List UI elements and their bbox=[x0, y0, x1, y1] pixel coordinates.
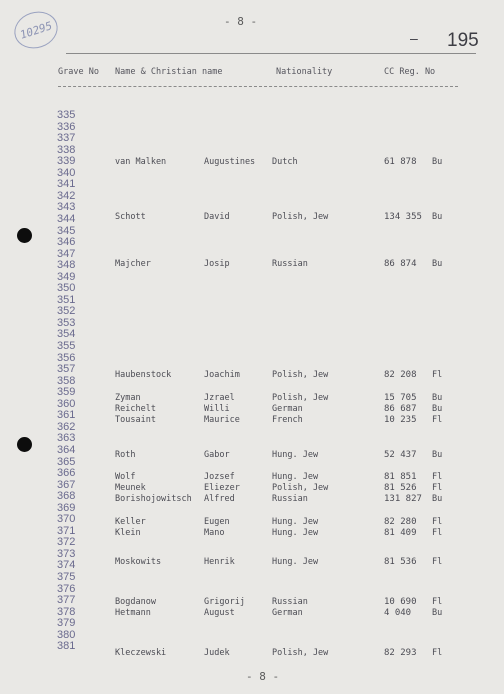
page-number: 195 bbox=[447, 30, 479, 51]
cell-name: Zyman bbox=[115, 393, 141, 403]
grave-number: 350 bbox=[57, 282, 76, 295]
cell-camp: Bu bbox=[432, 393, 443, 403]
punch-hole bbox=[17, 437, 32, 452]
grave-number: 367 bbox=[57, 478, 76, 491]
cell-christian: Judek bbox=[204, 648, 230, 658]
cell-camp: Fl bbox=[432, 597, 443, 607]
header-rule bbox=[58, 86, 458, 87]
cell-christian: Augustines bbox=[204, 157, 256, 167]
cell-christian: Maurice bbox=[204, 415, 240, 425]
cell-christian: Eugen bbox=[204, 517, 230, 527]
cell-christian: Henrik bbox=[204, 557, 235, 567]
grave-number: 337 bbox=[57, 132, 76, 145]
cell-reg: 61 878 bbox=[384, 157, 417, 167]
grave-number: 366 bbox=[57, 467, 76, 480]
cell-name: Reichelt bbox=[115, 404, 156, 414]
grave-number: 362 bbox=[57, 420, 76, 433]
cell-christian: Josip bbox=[204, 259, 230, 269]
grave-number: 336 bbox=[57, 120, 76, 133]
grave-number: 376 bbox=[57, 582, 76, 595]
cell-name: Klein bbox=[115, 528, 141, 538]
cell-christian: Mano bbox=[204, 528, 225, 538]
cell-name: Roth bbox=[115, 450, 136, 460]
grave-number: 359 bbox=[57, 386, 76, 399]
cell-name: Majcher bbox=[115, 259, 151, 269]
grave-number: 341 bbox=[57, 178, 76, 191]
cell-camp: Bu bbox=[432, 404, 443, 414]
grave-number: 356 bbox=[57, 351, 76, 364]
header-nationality: Nationality bbox=[276, 67, 333, 77]
grave-number: 365 bbox=[57, 455, 76, 468]
cell-reg: 86 687 bbox=[384, 404, 417, 414]
cell-name: Tousaint bbox=[115, 415, 156, 425]
grave-number: 353 bbox=[57, 316, 76, 329]
cell-name: van Malken bbox=[115, 157, 167, 167]
grave-number: 345 bbox=[57, 224, 76, 237]
cell-reg: 86 874 bbox=[384, 259, 417, 269]
cell-name: Schott bbox=[115, 212, 146, 222]
grave-number: 355 bbox=[57, 340, 76, 352]
cell-nationality: German bbox=[272, 404, 303, 414]
cell-reg: 81 851 bbox=[384, 472, 417, 482]
cell-camp: Bu bbox=[432, 450, 443, 460]
grave-number: 343 bbox=[57, 201, 76, 214]
cell-camp: Bu bbox=[432, 608, 443, 618]
cell-nationality: Polish, Jew bbox=[272, 212, 329, 222]
cell-reg: 10 690 bbox=[384, 597, 417, 607]
cell-nationality: Polish, Jew bbox=[272, 370, 329, 380]
cell-nationality: Russian bbox=[272, 259, 308, 269]
archive-stamp: 10295 bbox=[10, 6, 63, 54]
cell-camp: Bu bbox=[432, 212, 443, 222]
cell-christian: Joachim bbox=[204, 370, 240, 380]
top-rule bbox=[66, 53, 476, 54]
cell-christian: David bbox=[204, 212, 230, 222]
header-grave-no: Grave No bbox=[58, 67, 99, 77]
grave-number: 358 bbox=[57, 374, 76, 387]
cell-camp: Bu bbox=[432, 157, 443, 167]
grave-number: 372 bbox=[57, 536, 76, 549]
cell-christian: August bbox=[204, 608, 235, 618]
cell-nationality: Russian bbox=[272, 494, 308, 504]
cell-name: Bogdanow bbox=[115, 597, 156, 607]
cell-camp: Fl bbox=[432, 483, 443, 493]
grave-number: 354 bbox=[57, 328, 76, 341]
cell-reg: 10 235 bbox=[384, 415, 417, 425]
cell-nationality: German bbox=[272, 608, 303, 618]
grave-number: 378 bbox=[57, 605, 76, 618]
grave-number: 373 bbox=[57, 547, 76, 560]
grave-number: 342 bbox=[57, 189, 76, 202]
cell-reg: 15 705 bbox=[384, 393, 417, 403]
cell-nationality: Polish, Jew bbox=[272, 648, 329, 658]
grave-number: 361 bbox=[57, 409, 76, 422]
grave-number: 351 bbox=[57, 293, 76, 306]
cell-nationality: Polish, Jew bbox=[272, 483, 329, 493]
grave-number: 371 bbox=[57, 524, 76, 537]
cell-camp: Bu bbox=[432, 259, 443, 269]
cell-camp: Fl bbox=[432, 528, 443, 538]
grave-number: 375 bbox=[57, 571, 76, 583]
cell-christian: Alfred bbox=[204, 494, 235, 504]
grave-number: 347 bbox=[57, 247, 76, 260]
header-name: Name & Christian name bbox=[115, 67, 223, 77]
page-marker-bottom: - 8 - bbox=[246, 670, 280, 683]
grave-number: 368 bbox=[57, 490, 76, 503]
cell-camp: Fl bbox=[432, 472, 443, 482]
cell-camp: Fl bbox=[432, 415, 443, 425]
cell-camp: Fl bbox=[432, 370, 443, 380]
grave-number: 346 bbox=[57, 236, 76, 249]
cell-name: Meunek bbox=[115, 483, 146, 493]
cell-reg: 52 437 bbox=[384, 450, 417, 460]
cell-nationality: Dutch bbox=[272, 157, 298, 167]
cell-christian: Gabor bbox=[204, 450, 230, 460]
cell-nationality: Hung. Jew bbox=[272, 557, 319, 567]
cell-name: Kleczewski bbox=[115, 648, 167, 658]
grave-number: 379 bbox=[57, 617, 76, 630]
cell-name: Haubenstock bbox=[115, 370, 172, 380]
grave-number: 335 bbox=[57, 109, 76, 121]
cell-nationality: French bbox=[272, 415, 303, 425]
grave-number: 349 bbox=[57, 270, 76, 283]
grave-number: 357 bbox=[57, 363, 76, 376]
cell-name: Hetmann bbox=[115, 608, 151, 618]
cell-reg: 82 280 bbox=[384, 517, 417, 527]
grave-number: 348 bbox=[57, 259, 76, 272]
grave-number: 377 bbox=[57, 594, 76, 607]
grave-number: 339 bbox=[57, 155, 76, 168]
cell-nationality: Hung. Jew bbox=[272, 528, 319, 538]
cell-reg: 4 040 bbox=[384, 608, 412, 618]
grave-number: 380 bbox=[57, 628, 76, 641]
cell-camp: Bu bbox=[432, 494, 443, 504]
grave-number: 340 bbox=[57, 166, 76, 179]
cell-christian: Willi bbox=[204, 404, 230, 414]
grave-number: 344 bbox=[57, 212, 76, 225]
cell-camp: Fl bbox=[432, 648, 443, 658]
cell-nationality: Russian bbox=[272, 597, 308, 607]
cell-reg: 81 536 bbox=[384, 557, 417, 567]
grave-number: 352 bbox=[57, 305, 76, 318]
cell-reg: 134 355 bbox=[384, 212, 422, 222]
grave-number: 369 bbox=[57, 501, 76, 514]
cell-camp: Fl bbox=[432, 517, 443, 527]
cell-reg: 81 409 bbox=[384, 528, 417, 538]
page-marker-top: - 8 - bbox=[224, 15, 258, 28]
grave-number: 370 bbox=[57, 513, 76, 526]
cell-reg: 81 526 bbox=[384, 483, 417, 493]
grave-number: 364 bbox=[57, 443, 76, 456]
cell-name: Borishojowitsch bbox=[115, 494, 192, 504]
cell-reg: 82 293 bbox=[384, 648, 417, 658]
cell-christian: Grigorij bbox=[204, 597, 245, 607]
grave-number: 381 bbox=[57, 640, 76, 653]
grave-number: 338 bbox=[57, 143, 76, 156]
page-number-dash: – bbox=[410, 30, 418, 46]
cell-nationality: Hung. Jew bbox=[272, 472, 319, 482]
header-reg-no: CC Reg. No bbox=[384, 67, 436, 77]
grave-number: 363 bbox=[57, 432, 76, 445]
cell-reg: 131 827 bbox=[384, 494, 422, 504]
cell-nationality: Hung. Jew bbox=[272, 450, 319, 460]
cell-nationality: Hung. Jew bbox=[272, 517, 319, 527]
cell-camp: Fl bbox=[432, 557, 443, 567]
grave-number: 374 bbox=[57, 559, 76, 572]
cell-christian: Jzrael bbox=[204, 393, 235, 403]
grave-number: 360 bbox=[57, 397, 76, 410]
punch-hole bbox=[17, 228, 32, 243]
cell-christian: Jozsef bbox=[204, 472, 235, 482]
cell-christian: Eliezer bbox=[204, 483, 240, 493]
cell-nationality: Polish, Jew bbox=[272, 393, 329, 403]
cell-name: Keller bbox=[115, 517, 146, 527]
cell-name: Moskowits bbox=[115, 557, 162, 567]
cell-name: Wolf bbox=[115, 472, 136, 482]
cell-reg: 82 208 bbox=[384, 370, 417, 380]
